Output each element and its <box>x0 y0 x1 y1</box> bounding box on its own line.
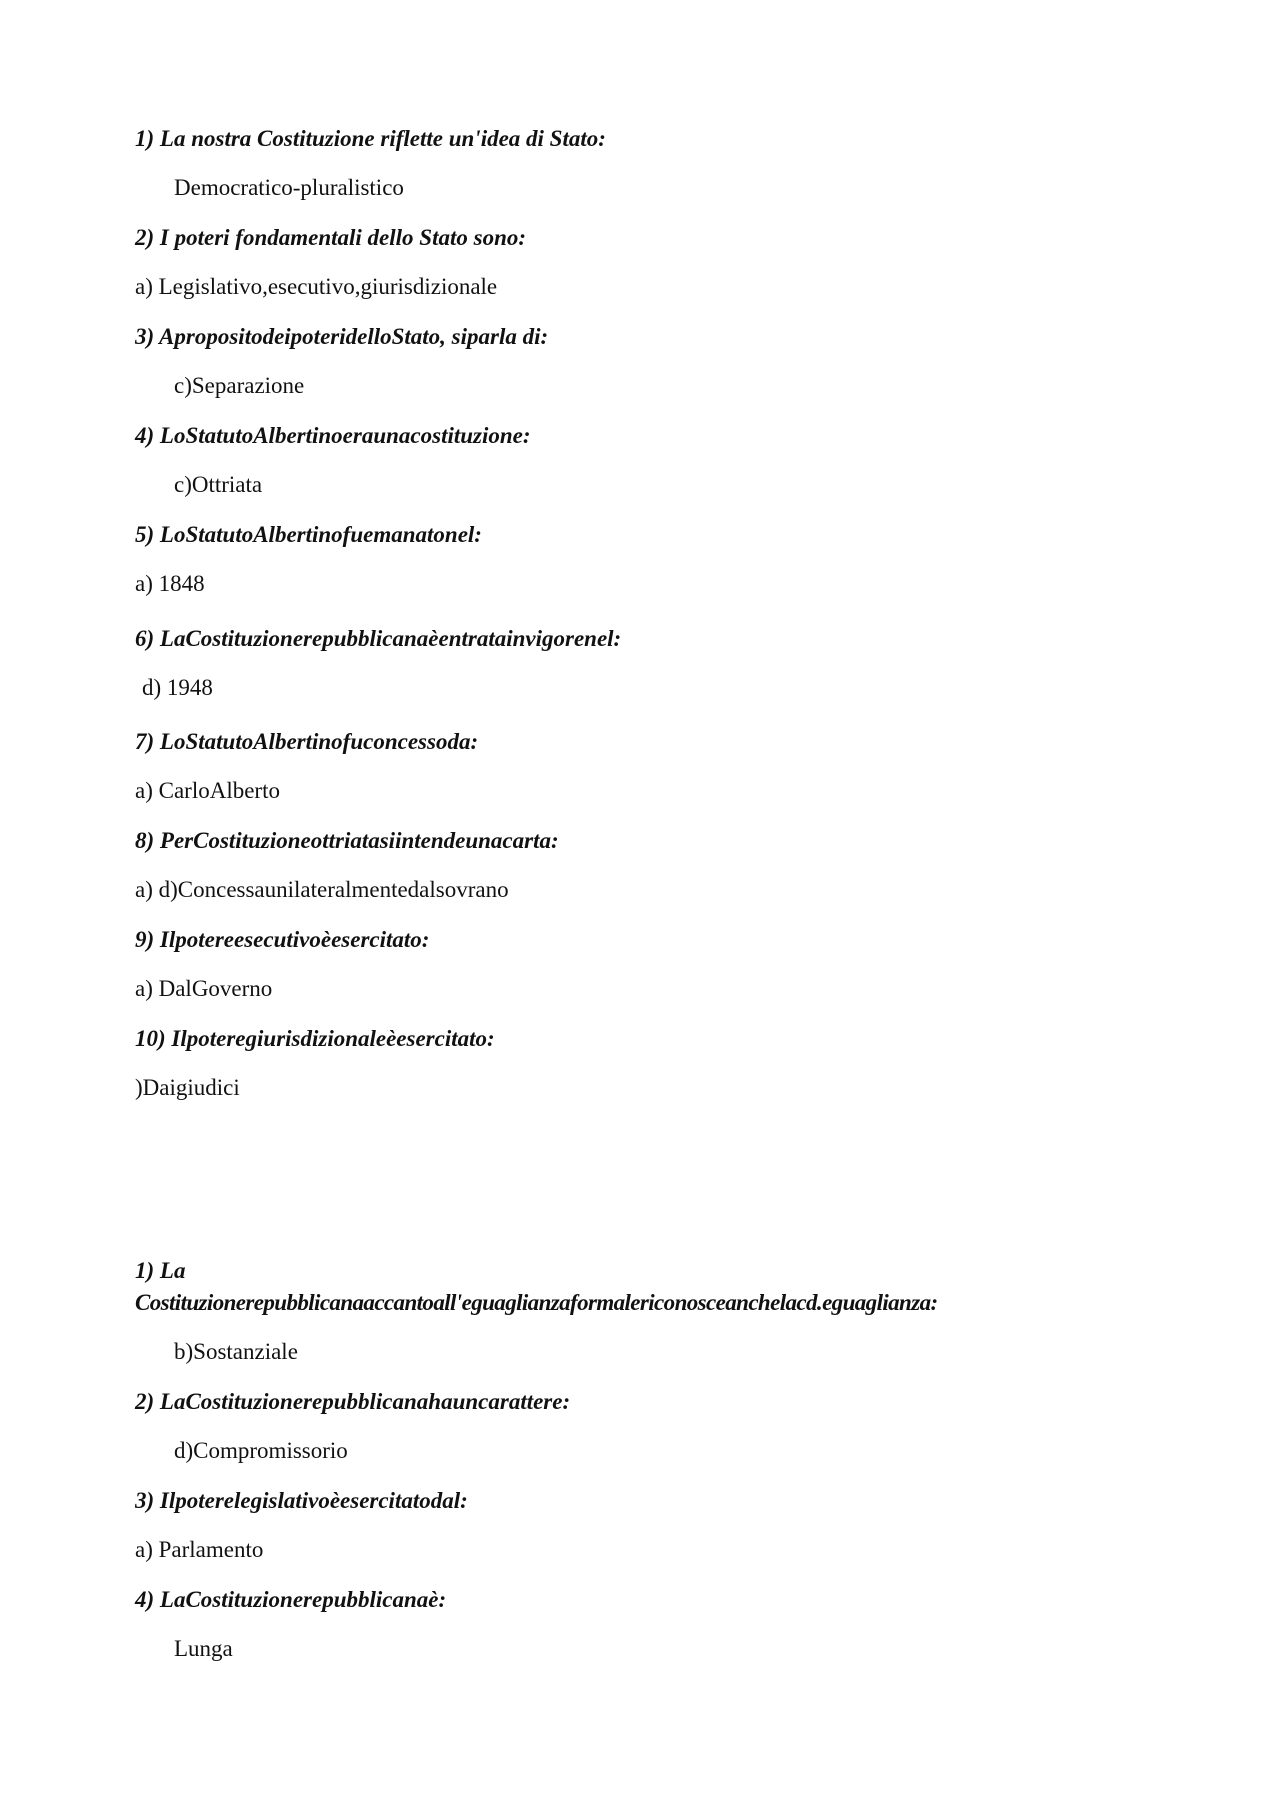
section2-question-3: 3) Ilpoterelegislativoèesercitatodal: <box>135 1488 468 1513</box>
answer-8: a) d)Concessaunilateralmentedalsovrano <box>135 877 509 902</box>
answer-3: c)Separazione <box>174 373 305 398</box>
section2-question-1-line2: Costituzionerepubblicanaaccantoall'eguaglianzaformalericonosceanchelacd.eguaglianza: <box>135 1290 938 1315</box>
question-2: 2) I poteri fondamentali dello Stato sono: <box>135 225 527 250</box>
section2-answer-2: d)Compromissorio <box>174 1438 348 1463</box>
section2-question-4: 4) LaCostituzionerepubblicanaè: <box>135 1587 447 1612</box>
answer-9: a) DalGoverno <box>135 976 273 1001</box>
question-10: 10) Ilpoteregiurisdizionaleèesercitato: <box>135 1026 495 1051</box>
question-1: 1) La nostra Costituzione riflette un'idea di Stato: <box>135 126 606 151</box>
answer-4: c)Ottriata <box>174 472 263 497</box>
answer-10: )Daigiudici <box>135 1075 240 1100</box>
answer-2: a) Legislativo,esecutivo,giurisdizionale <box>135 274 498 299</box>
question-9: 9) Ilpotereesecutivoèesercitato: <box>135 927 430 952</box>
answer-1: Democratico-pluralistico <box>174 175 404 200</box>
question-8: 8) PerCostituzioneottriatasiintendeunacarta: <box>135 828 559 853</box>
answer-6: d) 1948 <box>142 675 213 700</box>
question-6: 6) LaCostituzionerepubblicanaèentratainvigorenel: <box>135 626 622 651</box>
section2-answer-3: a) Parlamento <box>135 1537 264 1562</box>
section2-question-2: 2) LaCostituzionerepubblicanahauncarattere: <box>135 1389 571 1414</box>
answer-7: a) CarloAlberto <box>135 778 280 803</box>
question-7: 7) LoStatutoAlbertinofuconcessoda: <box>135 729 479 754</box>
question-4: 4) LoStatutoAlbertinoeraunacostituzione: <box>135 423 531 448</box>
section2-answer-1: b)Sostanziale <box>174 1339 298 1364</box>
question-3: 3) ApropositodeipoteridelloStato, siparla di: <box>135 324 549 349</box>
answer-5: a) 1848 <box>135 571 205 596</box>
section2-answer-4: Lunga <box>174 1636 233 1661</box>
question-5: 5) LoStatutoAlbertinofuemanatonel: <box>135 522 482 547</box>
section2-question-1-line1: 1) La <box>135 1258 186 1283</box>
